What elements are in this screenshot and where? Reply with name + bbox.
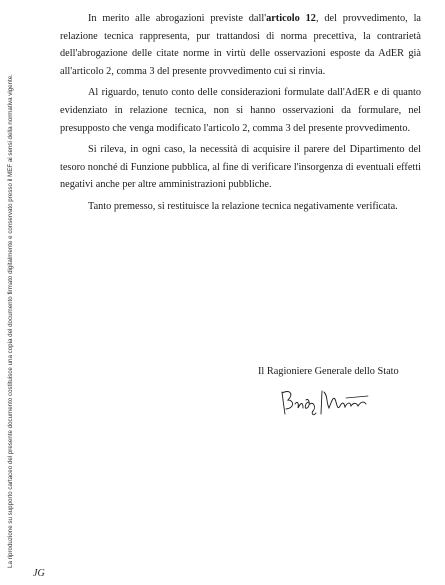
document-body bbox=[60, 10, 421, 220]
digital-copy-sidebar-note bbox=[4, 8, 14, 568]
handwritten-signature bbox=[276, 384, 372, 422]
article-reference: articolo 12 bbox=[266, 13, 316, 24]
author-initials: JG bbox=[33, 568, 45, 579]
paragraph-1-start: In merito alle abrogazioni previste dall' bbox=[88, 13, 267, 24]
paragraph-al-riguardo: Al riguardo, tenuto conto delle considerazioni formulate dall'AdER e di quanto evidenziato in relazione tecnica, non si hanno osservazioni da formulare, nel presupposto che venga modificato l'articolo 2, comma 3 del presente provvedimento. bbox=[60, 87, 421, 134]
signatory-title: Il Ragioniere Generale dello Stato bbox=[258, 366, 399, 377]
paragraph-1-end: , del provvedimento, la relazione tecnica rappresenta, pur trattandosi di norma precettiva, la contrarietà dell'abrogazione delle citate norme in virtù delle osservazioni esposte da AdER già all'articolo 2, comma 3 del presente provvedimento cui si rinvia. bbox=[60, 13, 421, 77]
sidebar-note-text: La riproduzione su supporto cartaceo del presente documento costituisce una copia del documento firmato digitalmente e conservato presso il MEF ai sensi della normativa vigente. bbox=[7, 74, 14, 568]
paragraph-abrogazioni bbox=[60, 10, 421, 80]
paragraph-conclusion: Tanto premesso, si restituisce la relazione tecnica negativamente verificata. bbox=[88, 200, 398, 212]
paragraph-si-rileva: Si rileva, in ogni caso, la necessità di acquisire il parere del Dipartimento del tesoro nonché di Funzione pubblica, al fine di verificare l'insorgenza di eventuali effetti negativi anche per altre amministrazioni pubbliche. bbox=[60, 144, 421, 191]
